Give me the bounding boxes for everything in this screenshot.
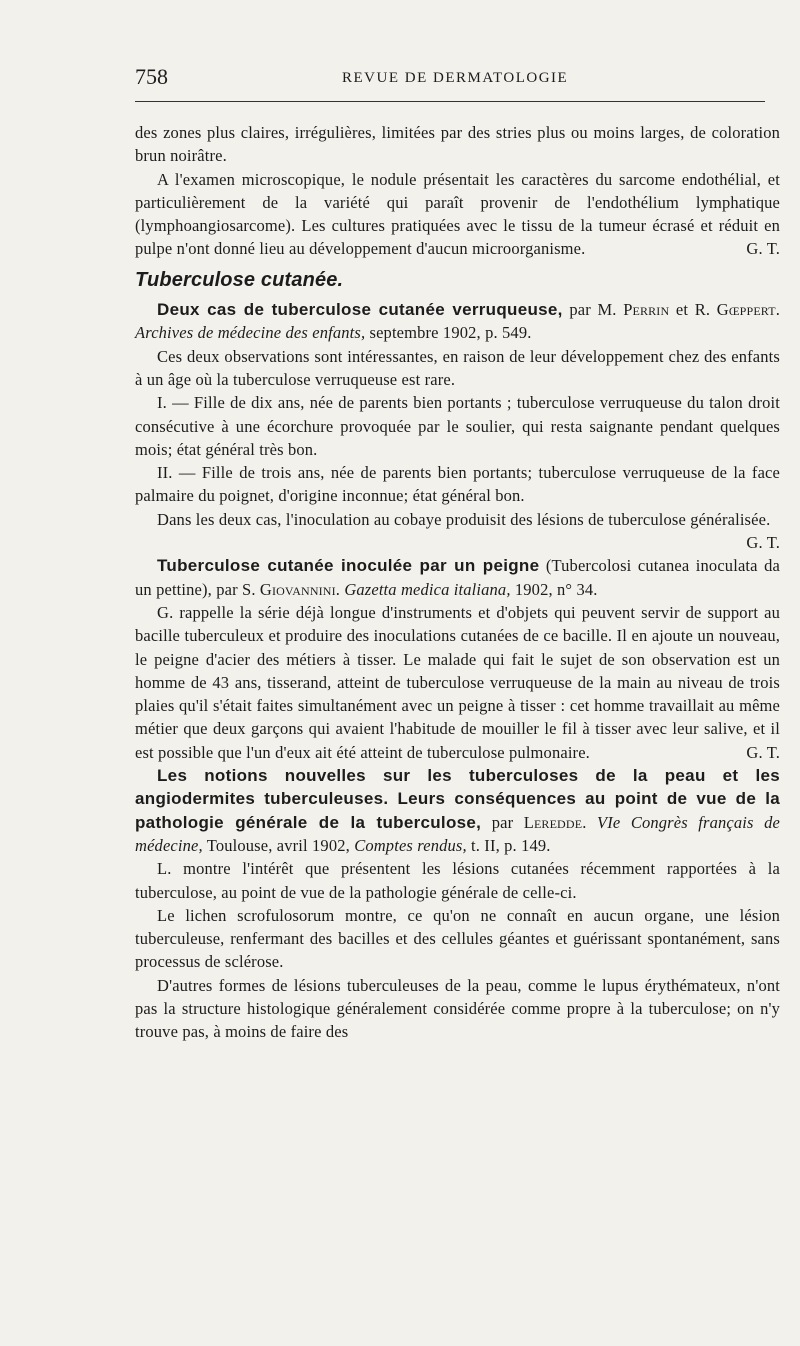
- paragraph: D'autres formes de lésions tuberculeuses de la peau, comme le lupus érythémateux, n'ont pas la structure histologique généralement considérée comme propre à la tuberculose; on n'y trouve pas, à moins de faire des: [135, 975, 780, 1042]
- article-heading: Deux cas de tuberculose cutanée verruqueuse, par M. Perrin et R. Gœppert. Archives de médecine des enfants, septembre 1902, p. 549.: [135, 300, 780, 343]
- paragraph-text: G. rappelle la série déjà longue d'instruments et d'objets qui peuvent servir de support au bacille tuberculeux et produire des inoculations cutanées de ce bacille. Il en ajoute un nouveau, le peigne d'acier des métiers à tisser. Le malade qui fait le sujet de son observation est un homme de 43 ans, tisserand, atteint de tuberculose verruqueuse de la main au niveau de trois plaies qu'il s'était faites simultanément avec un peigne à tisser : cet homme travaillait au même métier que deux garçons qui avaient l'habitude de mouiller le fil à tisser avec leur salive, et il est possible que l'un d'eux ait été atteint de tuberculose pulmonaire.: [135, 602, 780, 762]
- article-title: Tuberculose cutanée inoculée par un peigne: [157, 556, 540, 576]
- paragraph: Ces deux observations sont intéressantes, en raison de leur développement chez des enfants à un âge où la tuberculose verruqueuse est rare.: [135, 346, 780, 389]
- article-title: Les notions nouvelles sur les tuberculoses de la peau et les angiodermites tuberculeuses. Leurs conséquences au point de vue de la pathologie générale de la tuberculose,: [135, 766, 780, 832]
- author-name: Perrin: [623, 300, 670, 320]
- journal-name: VIe Congrès français de médecine,: [135, 812, 780, 855]
- article-heading: Tuberculose cutanée inoculée par un peigne (Tubercolosi cutanea inoculata da un pettine), par S. Giovannini. Gazetta medica italiana, 1902, n° 34.: [135, 556, 780, 599]
- signature: G. T.: [746, 239, 780, 259]
- paragraph: [135, 601, 780, 764]
- article-heading: Les notions nouvelles sur les tuberculoses de la peau et les angiodermites tuberculeuses. Leurs conséquences au point de vue de la pathologie générale de la tuberculose, par Leredde. VIe Congrès français de médecine, Toulouse, avril 1902, Comptes rendus, t. II, p. 149.: [135, 766, 780, 855]
- journal-name: Gazetta medica italiana,: [344, 579, 511, 599]
- article-title: Deux cas de tuberculose cutanée verruqueuse,: [157, 300, 563, 320]
- reference: 1902, n° 34.: [510, 579, 598, 599]
- paragraph-text: A l'examen microscopique, le nodule présentait les caractères du sarcome endothélial, et particulièrement de la variété qui paraît provenir de l'endothélium lymphatique (lymphoangiosarcome). Les cultures pratiquées avec le tissu de la tumeur écrasé et réduit en pulpe n'ont donné lieu au développement d'aucun microorganisme.: [135, 169, 780, 259]
- page-header: [135, 64, 780, 94]
- paragraph: des zones plus claires, irrégulières, limitées par des stries plus ou moins larges, de coloration brun noirâtre.: [135, 123, 780, 166]
- paragraph: L. montre l'intérêt que présentent les lésions cutanées récemment rapportées à la tuberculose, au point de vue de la pathologie générale de celle-ci.: [135, 859, 780, 902]
- paragraph: [135, 168, 780, 261]
- section-title: Tuberculose cutanée.: [135, 268, 344, 291]
- running-title: REVUE DE DERMATOLOGIE: [342, 70, 569, 86]
- paragraph: Le lichen scrofulosorum montre, ce qu'on ne connaît en aucun organe, une lésion tuberculeuse, renfermant des bacilles et des cellules géantes et guérissant spontanément, sans processus de sclérose.: [135, 905, 780, 972]
- signature: G. T.: [746, 742, 780, 762]
- reference: t. II, p. 149.: [466, 835, 551, 855]
- journal-name: Comptes rendus,: [354, 835, 467, 855]
- main-text: [135, 121, 780, 1044]
- paragraph: II. — Fille de trois ans, née de parents bien portants; tuberculose verruqueuse de la face palmaire du poignet, d'origine inconnue; état général bon.: [135, 463, 780, 506]
- paragraph-text: Dans les deux cas, l'inoculation au cobaye produisit des lésions de tuberculose généralisée.: [157, 509, 771, 529]
- signature: G. T.: [746, 533, 780, 553]
- author-name: Leredde: [523, 812, 583, 832]
- header-rule: [135, 101, 765, 102]
- author-name: Gœppert: [716, 300, 776, 320]
- page-number: 758: [135, 64, 168, 89]
- paragraph: I. — Fille de dix ans, née de parents bien portants ; tuberculose verruqueuse du talon droit consécutive à une écorchure provoquée par le soulier, qui resta saignante pendant quelques mois; état général très bon.: [135, 393, 780, 459]
- paragraph: [135, 508, 780, 555]
- journal-name: Archives de médecine des enfants,: [135, 323, 366, 343]
- author-name: Giovannini: [259, 579, 336, 599]
- reference: septembre 1902, p. 549.: [365, 323, 532, 343]
